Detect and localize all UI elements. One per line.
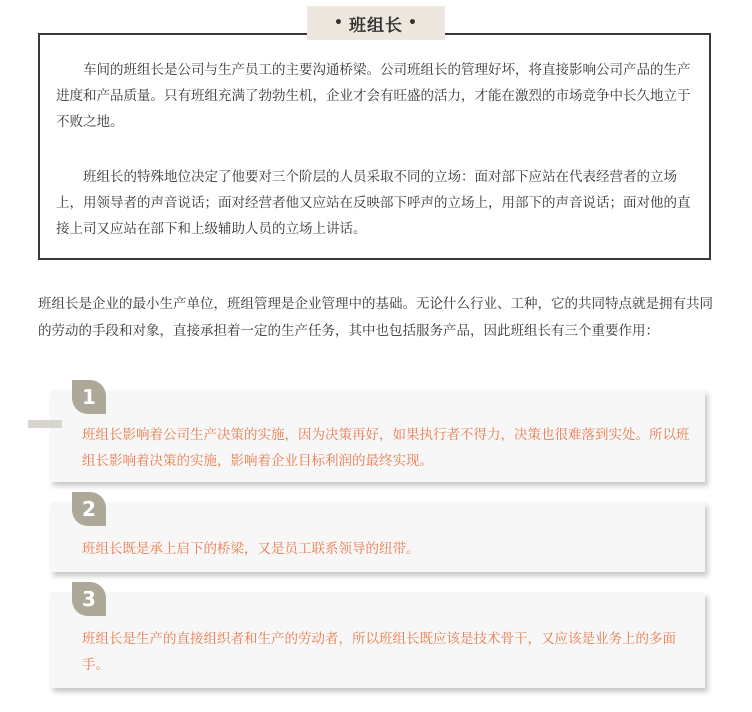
point-text: 班组长既是承上启下的桥梁，又是员工联系领导的纽带。 (82, 541, 420, 557)
badge-shadow (28, 420, 62, 428)
intro-paragraph-2: 班组长的特殊地位决定了他要对三个阶层的人员采取不同的立场：面对部下应站在代表经营者的立场上，用领导者的声音说话；面对经营者他又应站在反映部下呼声的立场上，用部下的声音说话；面对他的直接上司又应站在部下和上级辅助人员的立场上讲话。 (56, 169, 691, 237)
point-number-badge: 2 (72, 492, 106, 526)
point-card-1 (50, 385, 705, 482)
point-number-badge: 3 (72, 582, 106, 616)
body-paragraph: 班组长是企业的最小生产单位，班组管理是企业管理中的基础。无论什么行业、工种，它的共同特点就是拥有共同的劳动的手段和对象，直接承担着一定的生产任务，其中也包括服务产品，因此班组长有三个重要作用： (38, 296, 713, 339)
point-text: 班组长影响着公司生产决策的实施，因为决策再好，如果执行者不得力，决策也很难落到实处。所以班组长影响着决策的实施，影响着企业目标利润的最终实现。 (82, 427, 690, 469)
section-title-tab (307, 6, 445, 40)
title-dot-right: • (408, 15, 418, 31)
section-title: 班组长 (349, 15, 403, 36)
intro-paragraph-1: 车间的班组长是公司与生产员工的主要沟通桥梁。公司班组长的管理好坏，将直接影响公司产品的生产进度和产品质量。只有班组充满了勃勃生机，企业才会有旺盛的活力，才能在激烈的市场竞争中长久地立于不败之地。 (56, 62, 691, 130)
point-card-3 (50, 587, 705, 688)
point-number-badge: 1 (72, 380, 106, 414)
point-text: 班组长是生产的直接组织者和生产的劳动者，所以班组长既应该是技术骨干，又应该是业务上的多面手。 (82, 631, 676, 673)
title-dot-left: • (334, 15, 344, 31)
point-card-2 (50, 497, 705, 572)
